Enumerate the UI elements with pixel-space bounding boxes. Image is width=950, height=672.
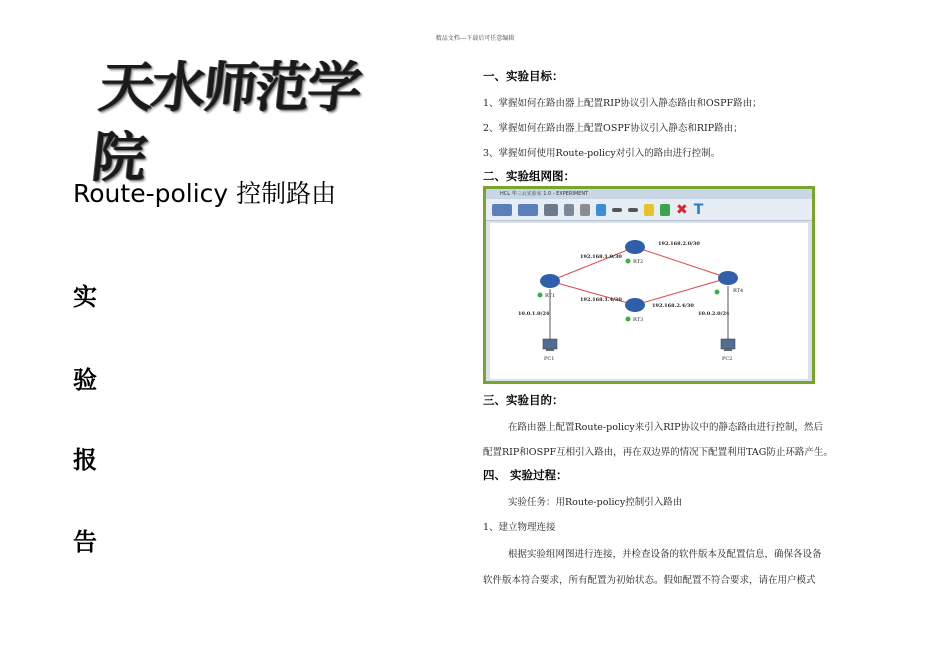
link-rt2-rt4 [635,247,728,278]
net-label-1: 192.168.1.0/30 [580,254,622,260]
refresh-icon [660,204,670,216]
figure-toolbar [486,199,812,221]
report-title: Route-policy 控制路由 [73,179,337,208]
router-rt1 [538,274,561,299]
school-logo: 天水师范学院 [89,55,364,189]
label-rt3: RT3 [633,317,644,323]
label-rt1: RT1 [545,293,556,299]
net-label-6: 10.0.2.0/24 [698,311,730,317]
net-label-4: 192.168.2.4/30 [652,303,694,309]
label-pc2: PC2 [722,356,733,362]
topology-canvas [490,223,808,379]
section-4-step-1: 1、建立物理连接 [483,522,556,533]
vertical-title-char-4: 告 [73,527,97,556]
section-1-item-3: 3、掌握如何使用Route-policy对引入的路由进行控制。 [483,148,721,159]
section-4-line-1: 根据实验组网图进行连接，并检查设备的软件版本及配置信息，确保各设备 [508,549,822,560]
section-1-heading: 一、实验目标： [483,69,564,83]
undo-icon [612,208,622,212]
switch-tool-icon [518,204,538,216]
pointer-icon [644,204,654,216]
router-rt3 [625,298,645,323]
delete-icon: ✖ [676,201,688,218]
net-label-2: 192.168.2.0/30 [658,241,700,247]
label-rt2: RT2 [633,259,644,265]
vertical-title-char-2: 验 [73,365,97,394]
status-dot [626,259,631,264]
status-dot [715,290,720,295]
router-tool-icon [492,204,512,216]
section-1-item-1: 1、掌握如何在路由器上配置RIP协议引入静态路由和OSPF路由； [483,98,762,109]
header-note: 精品文档---下载后可任意编辑 [435,35,515,42]
section-2-heading: 二、实验组网图： [483,169,575,183]
vertical-title-char-3: 报 [73,445,97,474]
label-pc1: PC1 [544,356,555,362]
network-topology-figure [483,186,815,384]
host-tool-icon [544,204,558,216]
text-tool-icon: T [693,201,704,218]
net-label-5: 10.0.1.0/24 [518,311,550,317]
section-3-line-2: 配置RIP和OSPF互相引入路由，再在双边界的情况下配置利用TAG防止环路产生。 [483,447,833,458]
link-rt3-rt4 [635,278,728,305]
section-4-heading: 四、 实验过程： [483,468,568,482]
topology-svg [490,223,808,379]
figure-window-title: HCL 华三云实验室 1.0 - EXPERIMENT [486,189,812,199]
status-dot [538,293,543,298]
section-4-task: 实验任务：用Route-policy控制引入路由 [508,497,683,508]
save-icon [564,204,574,216]
net-label-3: 192.168.1.4/30 [580,297,622,303]
vertical-title-char-1: 实 [73,282,97,311]
label-rt4: RT4 [733,288,744,294]
redo-icon [628,208,638,212]
section-4-line-2: 软件版本符合要求，所有配置为初始状态。假如配置不符合要求，请在用户模式 [483,575,816,586]
link-rt1-rt2 [550,247,635,281]
host-pc1 [543,339,557,362]
folder-icon [596,204,606,216]
section-3-heading: 三、实验目的： [483,393,564,407]
host-pc2 [721,339,735,362]
router-rt2 [625,240,645,265]
status-dot [626,317,631,322]
section-1-item-2: 2、掌握如何在路由器上配置OSPF协议引入静态和RIP路由； [483,123,743,134]
section-3-line-1: 在路由器上配置Route-policy来引入RIP协议中的静态路由进行控制，然后 [508,422,824,433]
settings-icon [580,204,590,216]
